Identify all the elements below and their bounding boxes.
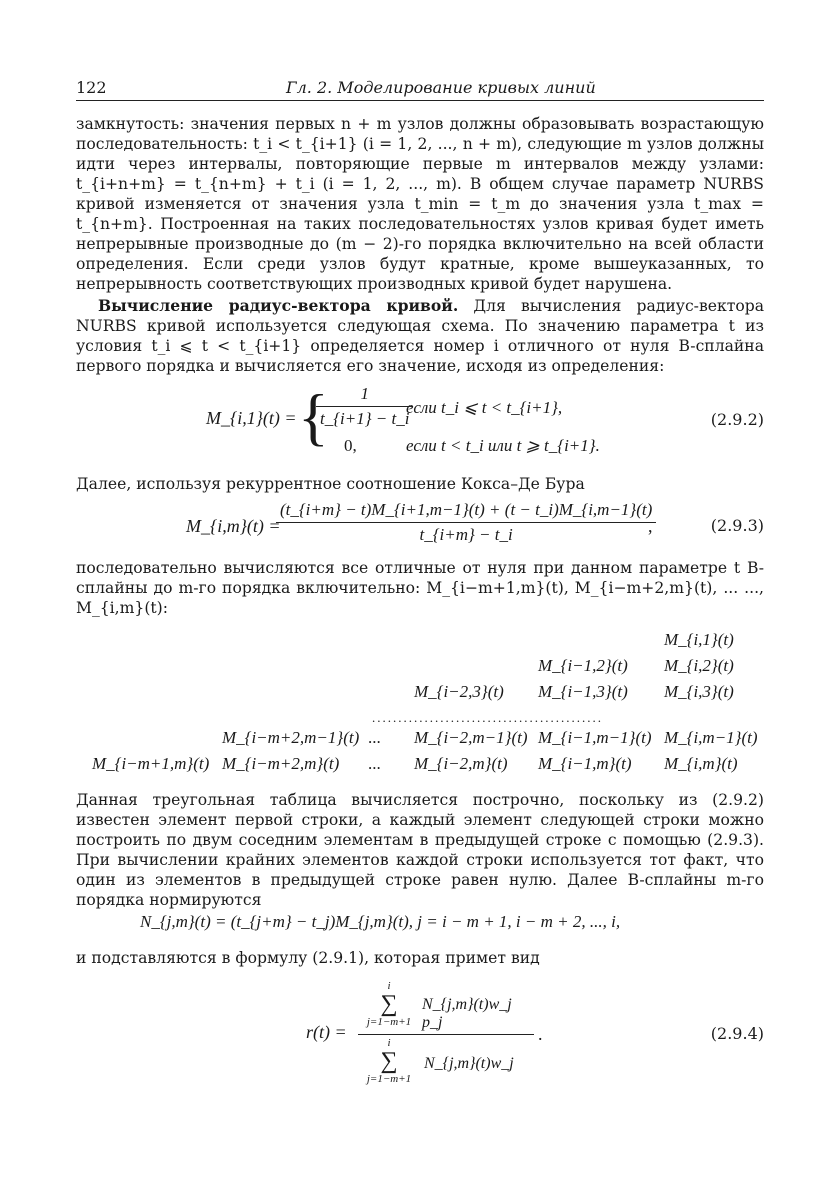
- equation-2-9-4: [76, 980, 764, 1090]
- eq2-lhs: M_{i,m}(t) =: [186, 516, 281, 536]
- running-header: [76, 78, 764, 101]
- table-cell: M_{i−2,m−1}(t): [414, 728, 528, 747]
- paragraph-radius-vector: [76, 296, 764, 376]
- section-heading-radius-vector: Вычисление радиус-вектора кривой.: [98, 296, 459, 315]
- table-cell: M_{i−m+2,m−1}(t): [222, 728, 360, 747]
- sum-lower-limit: j=1−m+1: [366, 1073, 412, 1085]
- eq3-lhs: r(t) =: [306, 1022, 347, 1042]
- eq3-fraction: [358, 980, 534, 1091]
- table-cell: M_{i,m−1}(t): [664, 728, 758, 747]
- table-cell: M_{i−1,m}(t): [538, 754, 632, 773]
- paragraph-closure: замкнутость: значения первых n + m узлов должны образовывать возрастающую последовательность: t_i < t_{i+1} (i = 1, 2, ..., n + m), следующие m узлов должны идти через интервалы, повторяющие первые m интервалов между узлами: t_{i+n+m} = t_{n+m} + t_i (i = 1, 2, ..., m). В общем случае параметр NURBS кривой изменяется от значения узла t_min = t_m до значения узла t_max = t_{n+m}. Построенная на таких последовательностях узлов кривая будет иметь непрерывные производные до (m − 2)-го порядка включительно на всей области определения. Если среди узлов будут кратные, кроме вышеуказанных, то непрерывность соответствующих производных кривой будет нарушена.: [76, 115, 764, 293]
- sum-upper-limit: i: [387, 1037, 391, 1049]
- table-cell: M_{i,3}(t): [664, 682, 734, 701]
- table-cell: ...: [368, 728, 381, 747]
- equation-number: (2.9.3): [710, 516, 764, 535]
- sum-symbol: [358, 980, 420, 1028]
- table-cell: M_{i−1,3}(t): [538, 682, 628, 701]
- eq1-case2-condition: если t < t_i или t ⩾ t_{i+1}.: [406, 436, 600, 455]
- table-cell: M_{i−2,m}(t): [414, 754, 508, 773]
- sum-symbol: [358, 1037, 420, 1085]
- table-cell: M_{i−m+2,m}(t): [222, 754, 340, 773]
- eq2-tail: ,: [648, 516, 653, 536]
- equation-normalization: N_{j,m}(t) = (t_{j+m} − t_j)M_{j,m}(t), j = i − m + 1, i − m + 2, ..., i,: [140, 912, 621, 931]
- table-cell: M_{i,2}(t): [664, 656, 734, 675]
- paragraph-cox-de-boor: Далее, используя рекуррентное соотношение Кокса–Де Бура: [76, 475, 585, 493]
- eq1-fraction-num: 1: [316, 384, 413, 407]
- eq3-tail: .: [538, 1024, 543, 1044]
- table-dots-row: ............................................: [372, 710, 603, 725]
- eq2-fraction: [276, 500, 656, 545]
- table-cell: M_{i−1,2}(t): [538, 656, 628, 675]
- eq3-denominator-term: N_{j,m}(t)w_j: [424, 1055, 514, 1072]
- eq2-fraction-den: t_{i+m} − t_i: [419, 525, 513, 544]
- eq3-numerator-term: N_{j,m}(t)w_j p_j: [422, 996, 512, 1031]
- page-number: 122: [76, 78, 107, 97]
- table-cell: M_{i−2,3}(t): [414, 682, 504, 701]
- eq1-case1-condition: если t_i ⩽ t < t_{i+1},: [406, 398, 563, 417]
- equation-number: (2.9.4): [710, 1024, 764, 1043]
- eq1-fraction-den: t_{i+1} − t_i: [320, 409, 410, 428]
- table-cell: ...: [368, 754, 381, 773]
- equation-number: (2.9.2): [710, 410, 764, 429]
- equation-2-9-3: [76, 500, 764, 556]
- paragraph-substitute: и подставляются в формулу (2.9.1), которая примет вид: [76, 949, 540, 967]
- eq3-denominator: [358, 1035, 534, 1091]
- sigma-icon: ∑: [380, 991, 398, 1017]
- paragraph-radius-vector-text: Для вычисления радиус-вектора NURBS кривой используется следующая схема. По значению параметра t из условия t_i ⩽ t < t_{i+1} определяется номер i отличного от нуля B-сплайна первого порядка и вычисляется его значение, исходя из определения:: [76, 297, 764, 375]
- eq1-case2-value: 0,: [344, 436, 357, 455]
- table-cell: M_{i,1}(t): [664, 630, 734, 649]
- equation-2-9-2: [76, 381, 764, 464]
- table-cell: M_{i,m}(t): [664, 754, 738, 773]
- sum-lower-limit: j=1−m+1: [366, 1016, 412, 1028]
- running-title: Гл. 2. Моделирование кривых линий: [286, 78, 596, 97]
- sigma-icon: ∑: [380, 1048, 398, 1074]
- eq1-lhs: M_{i,1}(t) =: [206, 408, 297, 428]
- paragraph-triangular-table: Данная треугольная таблица вычисляется построчно, поскольку из (2.9.2) известен элемент первой строки, а каждый элемент следующей строки можно построить по двум соседним элементам в предыдущей строке с помощью (2.9.3). При вычислении крайних элементов каждой строки используется тот факт, что один из элементов в предыдущей строке равен нулю. Далее B-сплайны m-го порядка нормируются: [76, 791, 764, 909]
- left-brace: {: [298, 381, 329, 452]
- table-cell: M_{i−1,m−1}(t): [538, 728, 652, 747]
- eq3-numerator: [358, 980, 534, 1035]
- triangular-table: [76, 630, 764, 780]
- eq2-fraction-num: (t_{i+m} − t)M_{i+1,m−1}(t) + (t − t_i)M_{i,m−1}(t): [276, 500, 656, 523]
- table-cell: M_{i−m+1,m}(t): [92, 754, 210, 773]
- eq1-fraction: [316, 384, 413, 429]
- paragraph-sequential: последовательно вычисляются все отличные от нуля при данном параметре t B-сплайны до m-го порядка включительно: M_{i−m+1,m}(t), M_{i−m+2,m}(t), ... ..., M_{i,m}(t):: [76, 559, 764, 617]
- sum-upper-limit: i: [387, 980, 391, 992]
